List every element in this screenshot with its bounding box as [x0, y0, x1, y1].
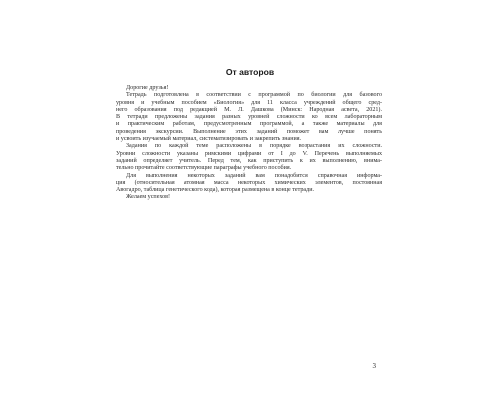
text-line: него образования под редакцией М. Л. Дашкова (Минск: Народная асвета, 2021). — [116, 106, 382, 113]
text-line: тельно прочитайте соответствующие параграфы учебного пособия. — [116, 165, 292, 172]
text-line: проведения экскурсии. Выполнение этих заданий поможет вам лучше понять — [116, 128, 382, 135]
text-line: Желаем успехов! — [126, 194, 171, 201]
text-line: Тетрадь подготовлена в соответствии с программой по биологии для базового — [126, 92, 382, 99]
text-line: В тетради предложены задания разных уровней сложности ко всем лабораторным — [116, 114, 382, 121]
text-line: заданий определяет учитель. Перед тем, как приступить к их выполнению, внима- — [116, 157, 382, 164]
text-line: Авогадро, таблица генетического кода), которая размещена в конце тетради. — [116, 187, 315, 194]
preface-text — [116, 85, 382, 202]
paragraph-closing — [116, 194, 382, 201]
text-line: уровня и учебным пособием «Биология» для 11 класса учреждений общего сред- — [116, 99, 382, 106]
text-line: и практическим работам, предусмотренным программой, а также материалы для — [116, 121, 382, 128]
text-line: Дорогие друзья! — [126, 85, 169, 91]
paragraph-intro — [116, 92, 382, 143]
text-line: и усвоить изучаемый материал, систематизировать и закрепить знания. — [116, 136, 302, 143]
text-line: Задания по каждой теме расположены в порядке возрастания их сложности. — [126, 143, 382, 150]
text-line: Для выполнения некоторых заданий вам понадобится справочная информа- — [126, 172, 382, 179]
page-heading: От авторов — [225, 67, 275, 77]
paragraph-reference — [116, 173, 382, 195]
page-number: 3 — [372, 362, 376, 370]
text-line: Уровни сложности указаны римскими цифрами от I до V. Перечень выполняемых — [116, 150, 382, 157]
text-line: ция (относительная атомная масса некоторых химических элементов, постоянная — [116, 179, 382, 186]
paragraph-difficulty — [116, 143, 382, 172]
